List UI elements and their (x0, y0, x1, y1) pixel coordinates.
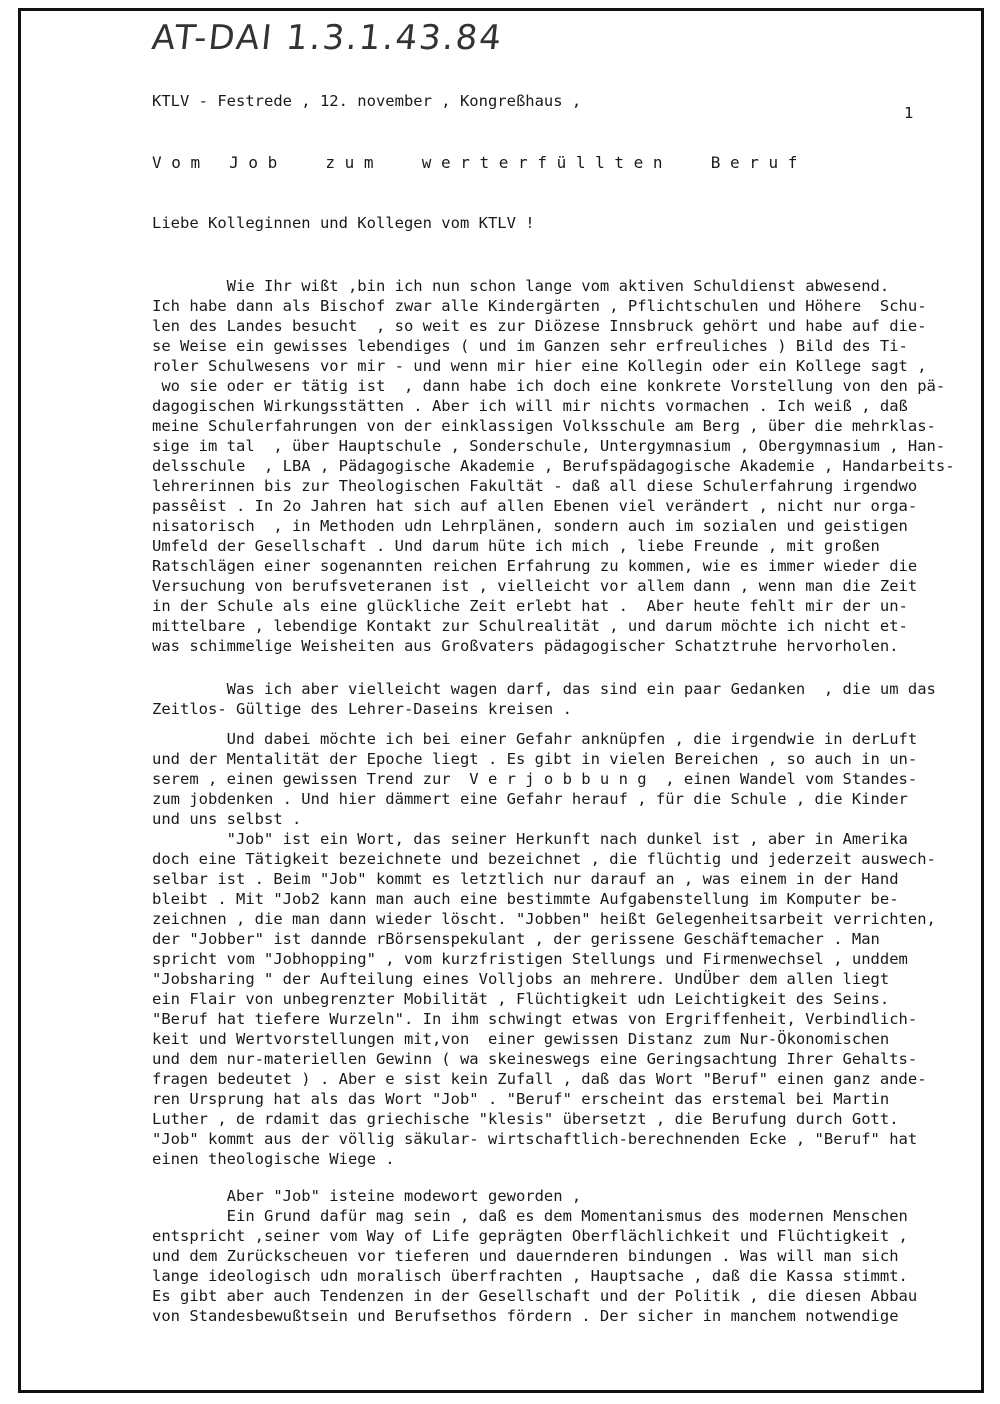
archive-signature-mark: AT-DAI 1.3.1.43.84 (149, 18, 505, 58)
body-paragraph-1: Wie Ihr wißt ,bin ich nun schon lange vom aktiven Schuldienst abwesend. Ich habe dann als Bischof zwar alle Kindergärten , Pflichtschulen und Höhere Schu- len des Landes besucht , so weit es zur Diözese Innsbruck gehört und habe auf die- se Weise ein gewisses lebendiges ( und im Ganzen sehr erfreuliches ) Bild des Ti- roler Schulwesens vor mir - und wenn mir hier eine Kollegin oder ein Kollege sagt , wo sie oder er tätig ist , dann habe ich doch eine konkrete Vorstellung von den pä- dagogischen Wirkungsstätten . Aber ich will mir nichts vormachen . Ich weiß , daß meine Schulerfahrungen von der einklassigen Volksschule am Berg , über die mehrklas- sige im tal , über Hauptschule , Sonderschule, Untergymnasium , Obergymnasium , Han- delsschule , LBA , Pädagogische Akademie , Berufspädagogische Akademie , Handarbeits- lehrerinnen bis zur Theologischen Fakultät - daß all diese Schulerfahrung irgendwo passêist . In 2o Jahren hat sich auf allen Ebenen viel verändert , nicht nur orga- nisatorisch , in Methoden udn Lehrplänen, sondern auch im sozialen und geistigen Umfeld der Gesellschaft . Und darum hüte ich mich , liebe Freunde , mit großen Ratschlägen einer sogenannten reichen Erfahrung zu kommen, wie es immer wieder die Versuchung von berufsveteranen ist , vielleicht vor allem dann , wenn man die Zeit in der Schule als eine glückliche Zeit erlebt hat . Aber heute fehlt mir der un- mittelbare , lebendige Kontakt zur Schulrealität , und darum möchte ich nicht et- was schimmelige Weisheiten aus Großvaters pädagogischer Schatztruhe hervorholen. (152, 277, 955, 655)
page-number: 1 (904, 104, 914, 122)
body-paragraph-4: Aber "Job" isteine modewort geworden , Ein Grund dafür mag sein , daß es dem Momentanismus des modernen Menschen entspricht ,seiner vom Way of Life geprägten Oberflächlichkeit und Flüchtigkeit , und dem Zurückscheuen vor tieferen und dauernderen bindungen . Was will man sich lange ideologisch udn moralisch überfrachten , Hauptsache , daß die Kassa stimmt. Es gibt aber auch Tendenzen in der Gesellschaft und der Politik , die diesen Abbau von Standesbewußtsein und Berufsethos fördern . Der sicher in manchem notwendige (152, 1187, 918, 1325)
document-title: V o m J o b z u m w e r t e r f ü l l t e n B e r u f (152, 153, 798, 172)
salutation: Liebe Kolleginnen und Kollegen vom KTLV ! (152, 214, 535, 232)
body-paragraph-2: Was ich aber vielleicht wagen darf, das sind ein paar Gedanken , die um das Zeitlos- Gültige des Lehrer-Daseins kreisen . (152, 680, 936, 718)
document-heading: KTLV - Festrede , 12. november , Kongreßhaus , (152, 92, 582, 110)
body-paragraph-3: Und dabei möchte ich bei einer Gefahr anknüpfen , die irgendwie in derLuft und der Mentalität der Epoche liegt . Es gibt in vielen Bereichen , so auch in un- serem , einen gewissen Trend zur V e r j o b b u n g , einen Wandel vom Standes- zum jobdenken . Und hier dämmert eine Gefahr herauf , für die Schule , die Kinder und uns selbst . "Job" ist ein Wort, das seiner Herkunft nach dunkel ist , aber in Amerika doch eine Tätigkeit bezeichnete und bezeichnet , die flüchtig und jederzeit auswech- selbar ist . Beim "Job" kommt es letztlich nur darauf an , was einem in der Hand bleibt . Mit "Job2 kann man auch eine bestimmte Aufgabenstellung im Komputer be- zeichnen , die man dann wieder löscht. "Jobben" heißt Gelegenheitsarbeit verrichten, der "Jobber" ist dannde rBörsenspekulant , der gerissene Geschäftemacher . Man spricht vom "Jobhopping" , vom kurzfristigen Stellungs und Firmenwechsel , unddem "Jobsharing " der Aufteilung eines Volljobs an mehrere. UndÜber dem allen liegt ein Flair von unbegrenzter Mobilität , Flüchtigkeit udn Leichtigkeit des Seins. "Beruf hat tiefere Wurzeln". In ihm schwingt etwas von Ergriffenheit, Verbindlich- keit und Wertvorstellungen mit,von einer gewissen Distanz zum Nur-Ökonomischen und dem nur-materiellen Gewinn ( wa skeineswegs eine Geringsachtung Ihrer Gehalts- fragen bedeutet ) . Aber e sist kein Zufall , daß das Wort "Beruf" einen ganz ande- ren Ursprung hat als das Wort "Job" . "Beruf" erscheint das erstemal bei Martin Luther , de rdamit das griechische "klesis" übersetzt , die Berufung durch Gott. "Job" kommt aus der völlig säkular- wirtschaftlich-berechnenden Ecke , "Beruf" hat einen theologische Wiege . (152, 730, 936, 1168)
